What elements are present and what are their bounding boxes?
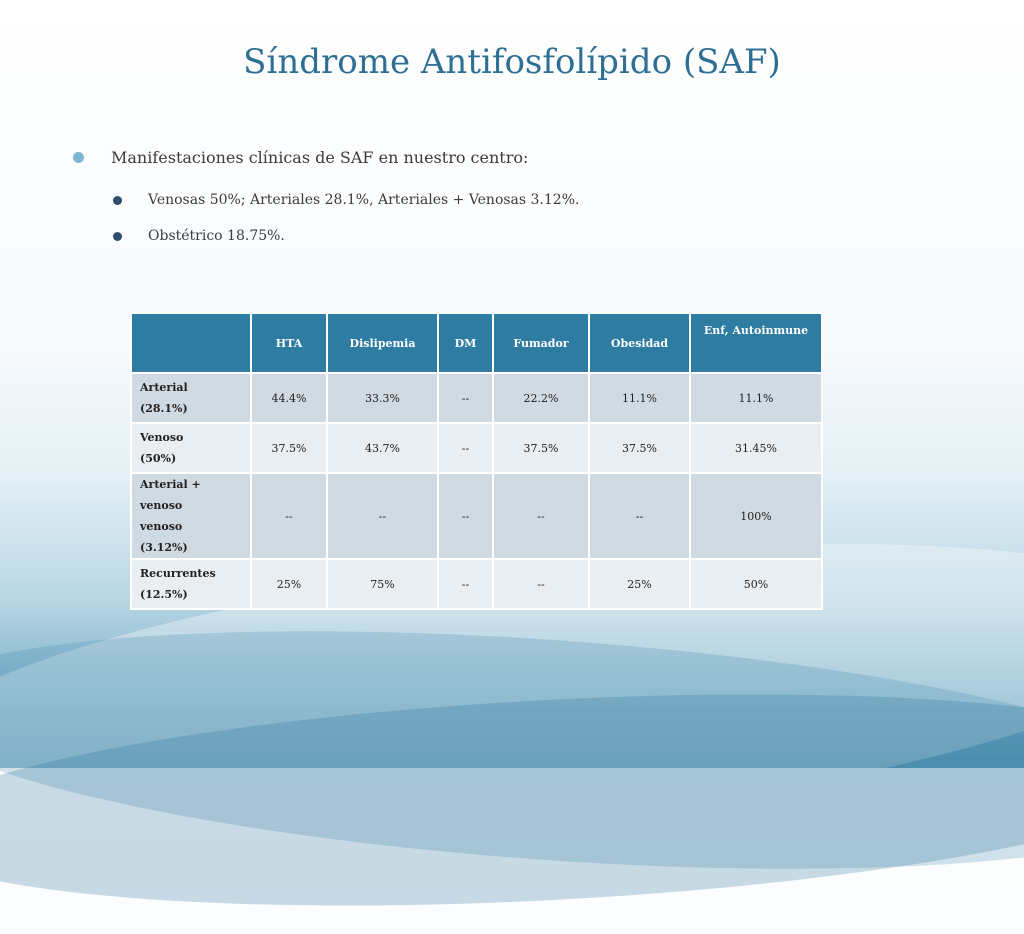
background-wave <box>0 595 1024 905</box>
data-table <box>130 312 823 610</box>
table-cell: -- <box>438 473 493 559</box>
table-cell: 50% <box>690 559 822 609</box>
table-cell: -- <box>493 559 589 609</box>
table-row <box>131 423 822 473</box>
table-cell: 25% <box>589 559 690 609</box>
table-cell: 22.2% <box>493 373 589 423</box>
row-label: Venoso (50%) <box>131 423 251 473</box>
row-label: Arterial (28.1%) <box>131 373 251 423</box>
table-cell: 31.45% <box>690 423 822 473</box>
table-cell: -- <box>438 559 493 609</box>
bullet-sub <box>113 192 579 208</box>
table-cell: 11.1% <box>690 373 822 423</box>
table-cell: -- <box>438 423 493 473</box>
table-header-row <box>131 313 822 373</box>
table-cell: -- <box>493 473 589 559</box>
bullet-sub <box>113 228 285 244</box>
bullet-sub-text: Obstétrico 18.75%. <box>148 228 285 244</box>
row-label: Arterial + venoso venoso (3.12%) <box>131 473 251 559</box>
table-cell: 75% <box>327 559 438 609</box>
table-cell: -- <box>327 473 438 559</box>
table-cell: 11.1% <box>589 373 690 423</box>
table-cell: 100% <box>690 473 822 559</box>
table-header-cell <box>131 313 251 373</box>
row-label: Recurrentes (12.5%) <box>131 559 251 609</box>
table-cell: -- <box>589 473 690 559</box>
table-cell: 43.7% <box>327 423 438 473</box>
table-cell: 25% <box>251 559 327 609</box>
table-cell: 44.4% <box>251 373 327 423</box>
table-cell: 37.5% <box>493 423 589 473</box>
table-header-cell: Fumador <box>493 313 589 373</box>
table-cell: -- <box>251 473 327 559</box>
table-header-cell: DM <box>438 313 493 373</box>
table-cell: -- <box>438 373 493 423</box>
table-cell: 33.3% <box>327 373 438 423</box>
table-header-cell: HTA <box>251 313 327 373</box>
bullet-dot-icon <box>73 152 84 163</box>
table-cell: 37.5% <box>589 423 690 473</box>
slide-title: Síndrome Antifosfolípido (SAF) <box>243 42 781 82</box>
table-row <box>131 559 822 609</box>
bullet-dot-icon <box>113 232 122 241</box>
table-row <box>131 473 822 559</box>
table-cell: 37.5% <box>251 423 327 473</box>
bullet-main-text: Manifestaciones clínicas de SAF en nuestro centro: <box>111 148 529 167</box>
background-wave <box>0 666 1024 934</box>
bullet-main <box>73 148 528 167</box>
bullet-sub-text: Venosas 50%; Arteriales 28.1%, Arteriales + Venosas 3.12%. <box>148 192 580 208</box>
table-row <box>131 373 822 423</box>
table-header-cell: Obesidad <box>589 313 690 373</box>
bullet-dot-icon <box>113 196 122 205</box>
table-header-cell: Dislipemia <box>327 313 438 373</box>
table-header-cell: Enf, Autoinmune <box>690 313 822 373</box>
